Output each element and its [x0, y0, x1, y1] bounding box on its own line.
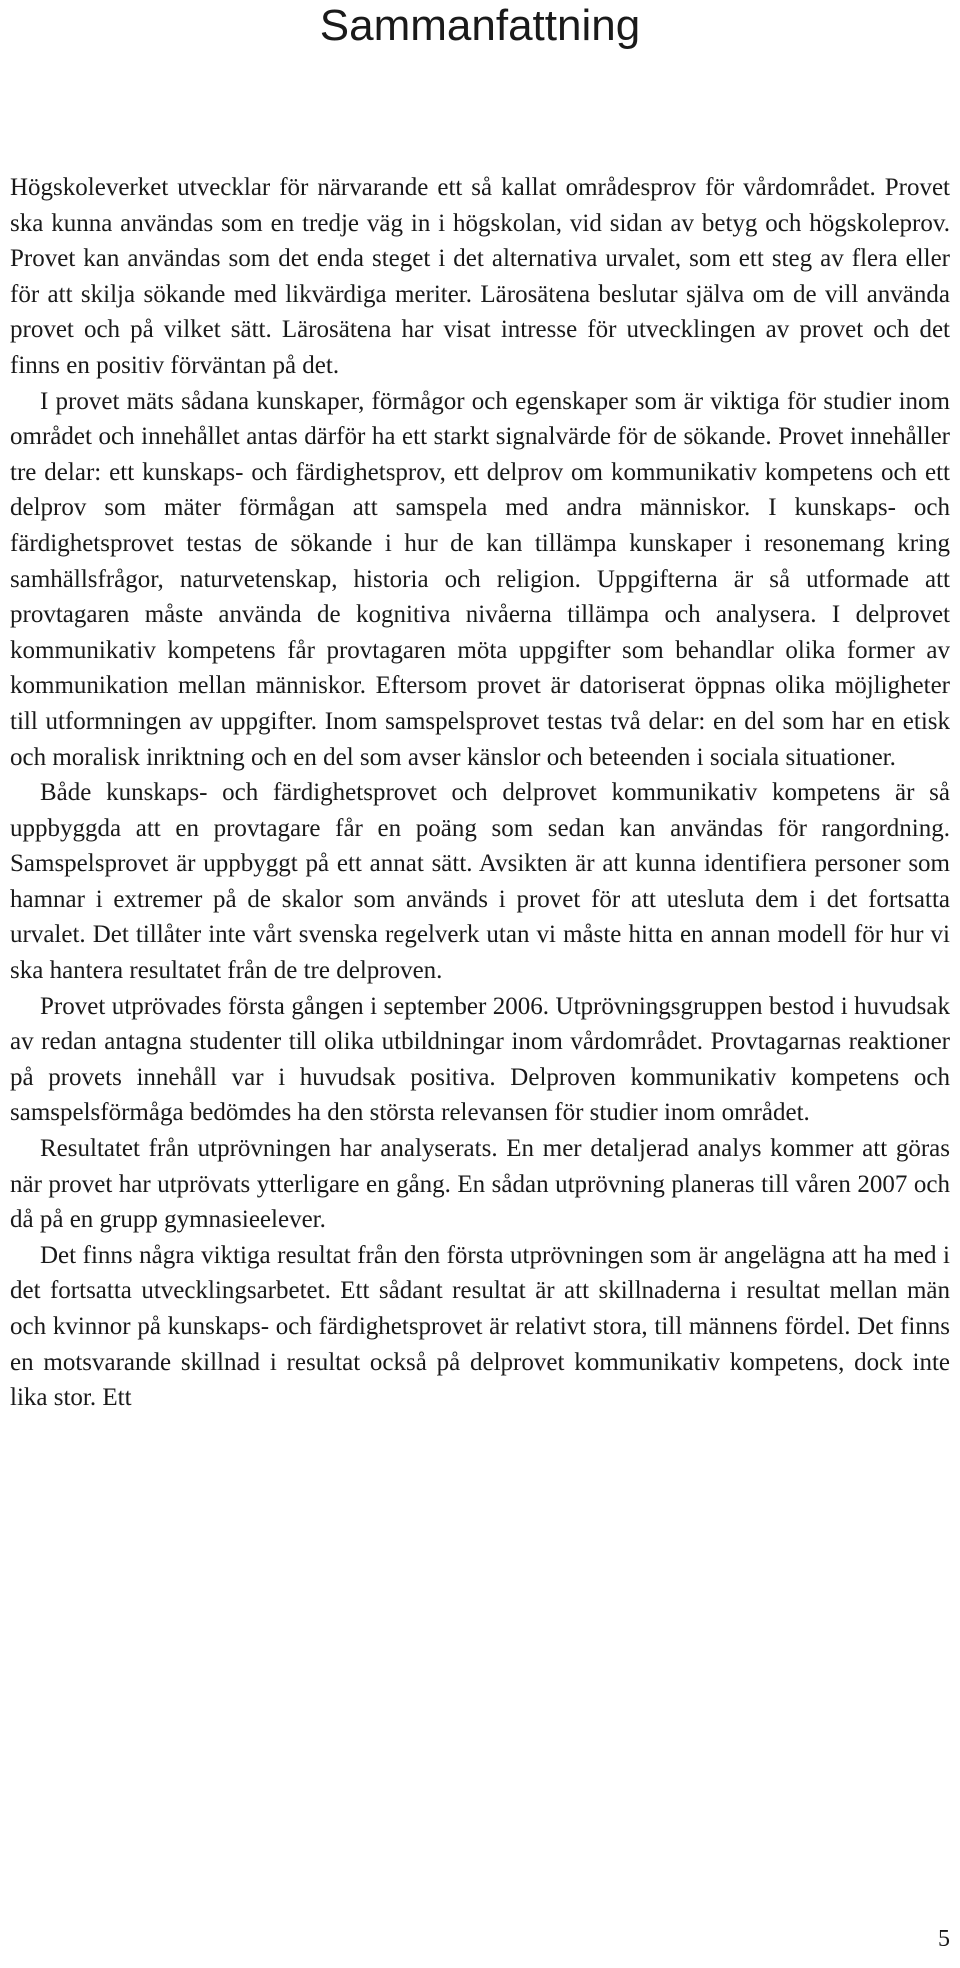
summary-body — [10, 170, 950, 1416]
page-number: 5 — [938, 1926, 950, 1952]
paragraph-trial: Provet utprövades första gången i september 2006. Utprövningsgruppen bestod i huvudsak av redan antagna studenter till olika utbildningar inom vårdområdet. Provtagarnas reaktioner på provets innehåll var i huvudsak positiva. Delproven kommunikativ kompetens och samspelsförmåga bedömdes ha den största relevansen för studier inom området. — [10, 992, 950, 1127]
paragraph-test-content: I provet mäts sådana kunskaper, förmågor och egenskaper som är viktiga för studier inom området och innehållet antas därför ha ett starkt signalvärde för de sökande. Provet innehåller tre delar: ett kunskaps- och färdighetsprov, ett delprov om kommunikativ kompetens och ett delprov som mäter förmågan att samspela med andra människor. I kunskaps- och färdighetsprovet testas de sökande i hur de kan tillämpa kunskaper i resonemang kring samhällsfrågor, naturvetenskap, historia och religion. Uppgifterna är så utformade att provtagaren måste använda de kognitiva nivåerna tillämpa och analysera. I delprovet kommunikativ kompetens får provtagaren möta uppgifter som behandlar olika former av kommunikation mellan människor. Eftersom provet är datoriserat öppnas olika möjligheter till utformningen av uppgifter. Inom samspelsprovet testas två delar: en del som har en etisk och moralisk inriktning och en del som avser känslor och beteenden i sociala situationer. — [10, 387, 950, 771]
paragraph-scoring: Både kunskaps- och färdighetsprovet och delprovet kommunikativ kompetens är så uppbyggda att en provtagare får en poäng som sedan kan användas för rangordning. Samspelsprovet är uppbyggt på ett annat sätt. Avsikten är att kunna identifiera personer som hamnar i extremer på de skalor som används i provet för att utesluta dem i det fortsatta urvalet. Det tillåter inte vårt svenska regelverk utan vi måste hitta en annan modell för hur vi ska hantera resultatet från de tre delproven. — [10, 779, 950, 985]
paragraph-analysis: Resultatet från utprövningen har analyserats. En mer detaljerad analys kommer att göras när provet har utprövats ytterligare en gång. En sådan utprövning planeras till våren 2007 och då på en grupp gymnasieelever. — [10, 1135, 950, 1234]
page-title: Sammanfattning — [319, 1, 641, 50]
paragraph-intro: Högskoleverket utvecklar för närvarande ett så kallat områdesprov för vårdområdet. Provet ska kunna användas som en tredje väg in i högskolan, vid sidan av betyg och högskoleprov. Provet kan användas som det enda steget i det alternativa urvalet, som ett steg av flera eller för att skilja sökande med likvärdiga meriter. Lärosätena beslutar själva om de vill använda provet och på vilket sätt. Lärosätena har visat intresse för utvecklingen av provet och det finns en positiv förväntan på det. — [10, 174, 950, 379]
paragraph-results: Det finns några viktiga resultat från den första utprövningen som är angelägna att ha med i det fortsatta utvecklingsarbetet. Ett sådant resultat är att skillnaderna i resultat mellan män och kvinnor på kunskaps- och färdighetsprovet är relativt stora, till männens fördel. Det finns en motsvarande skillnad i resultat också på delprovet kommunikativ kompetens, dock inte lika stor. Ett — [10, 1241, 950, 1412]
